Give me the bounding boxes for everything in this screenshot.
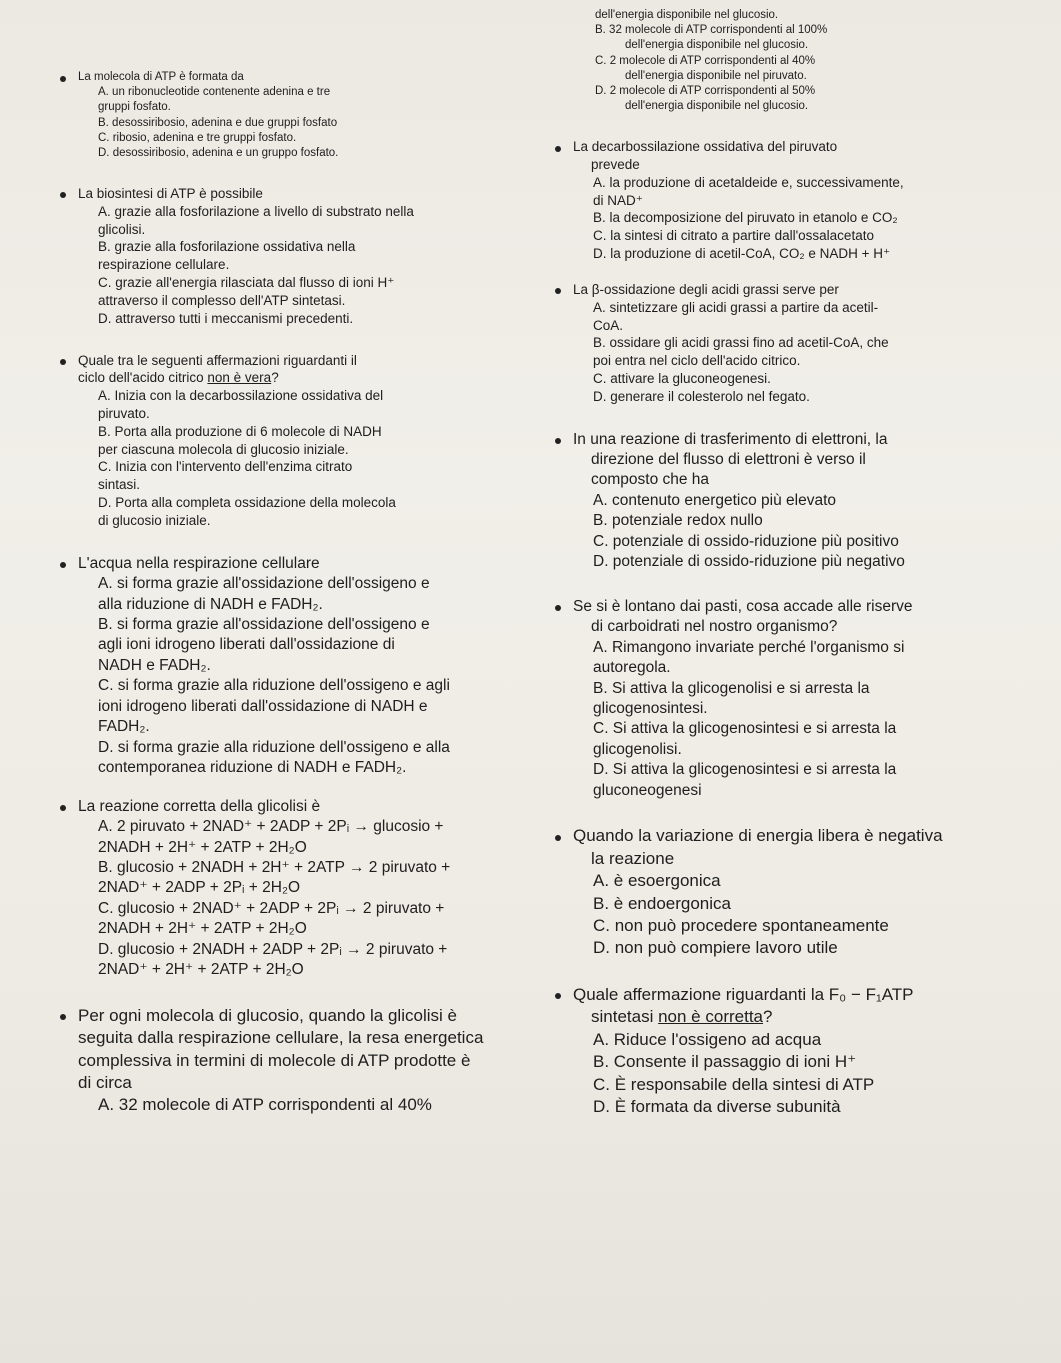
option-c[interactable]: C. Inizia con l'intervento dell'enzima citrato	[98, 459, 353, 475]
question-stem: Per ogni molecola di glucosio, quando la glicolisi è	[50, 1005, 520, 1027]
question-stem: La biosintesi di ATP è possibile	[50, 185, 520, 203]
stem-part: sintetasi	[591, 1007, 659, 1027]
question-stem: L'acqua nella respirazione cellulare	[50, 554, 520, 574]
option-b[interactable]: B. si forma grazie all'ossidazione dell'ossigeno e	[98, 616, 430, 634]
option-a-cont: glicolisi.	[98, 221, 146, 237]
option-b-cont: NADH e FADH₂.	[98, 656, 211, 674]
option-d-cont: 2NAD⁺ + 2H⁺ + 2ATP + 2H₂O	[98, 961, 304, 979]
option-d[interactable]: D. non può compiere lavoro utile	[593, 938, 838, 958]
option-c-cont: ioni idrogeno liberati dall'ossidazione di NADH e	[98, 697, 428, 715]
option-d-cont: di glucosio iniziale.	[98, 512, 211, 528]
option-d[interactable]: D. Si attiva la glicogenosintesi e si arresta la	[593, 761, 897, 779]
option-c[interactable]: C. attivare la gluconeogenesi.	[593, 370, 771, 386]
option-c[interactable]: C. ribosio, adenina e tre gruppi fosfato.	[98, 131, 297, 144]
option-a-cont: piruvato.	[98, 405, 150, 421]
option-c-cont: 2NADH + 2H⁺ + 2ATP + 2H₂O	[98, 920, 307, 938]
option-b[interactable]: B. è endoergonica	[593, 893, 731, 913]
option-a-cont: autoregola.	[593, 659, 671, 677]
fragment-line: dell'energia disponibile nel glucosio.	[625, 39, 809, 52]
option-b[interactable]: B. Consente il passaggio di ioni H⁺	[593, 1052, 857, 1072]
option-a[interactable]: A. Inizia con la decarbossilazione ossidativa del	[98, 388, 384, 404]
option-c-cont: sintasi.	[98, 477, 141, 493]
top-fragment	[595, 8, 1045, 114]
option-b[interactable]: B. la decomposizione del piruvato in etanolo e CO₂	[593, 210, 898, 226]
option-b-cont: respirazione cellulare.	[98, 257, 230, 273]
option-d[interactable]: D. glucosio + 2NADH + 2ADP + 2Pᵢ → 2 piruvato +	[98, 940, 448, 958]
option-a-cont: di NAD⁺	[593, 192, 643, 208]
option-d[interactable]: D. generare il colesterolo nel fegato.	[593, 388, 810, 404]
option-c[interactable]: C. È responsabile della sintesi di ATP	[593, 1074, 875, 1094]
question-biosintesi-atp	[50, 185, 520, 328]
option-a[interactable]: A. Rimangono invariate perché l'organismo si	[593, 638, 905, 656]
option-a[interactable]: A. grazie alla fosforilazione a livello di substrato nella	[98, 203, 414, 219]
question-stem-continuation: la reazione	[591, 848, 675, 868]
option-b-cont: 2NAD⁺ + 2ADP + 2Pᵢ + 2H₂O	[98, 879, 301, 897]
fragment-line: dell'energia disponibile nel piruvato.	[625, 69, 807, 82]
question-atp-sintetasi	[545, 984, 1045, 1119]
fragment-line: dell'energia disponibile nel glucosio.	[625, 100, 809, 113]
fragment-line: dell'energia disponibile nel glucosio.	[595, 9, 779, 21]
question-stem-continuation: complessiva in termini di molecole di ATP prodotte è	[78, 1050, 471, 1070]
question-stem-continuation: di circa	[78, 1073, 132, 1093]
option-d-cont: contemporanea riduzione di NADH e FADH₂.	[98, 759, 407, 777]
question-stem-continuation: seguita dalla respirazione cellulare, la resa energetica	[78, 1028, 484, 1048]
option-a-cont: gruppi fosfato.	[98, 101, 171, 114]
stem-emphasis: non è corretta	[658, 1007, 763, 1027]
left-column	[50, 70, 520, 1127]
option-b[interactable]: B. desossiribosio, adenina e due gruppi fosfato	[98, 116, 338, 129]
question-trasferimento-elettroni	[545, 430, 1045, 573]
option-c[interactable]: C. potenziale di ossido-riduzione più positivo	[593, 532, 899, 550]
option-a[interactable]: A. 2 piruvato + 2NAD⁺ + 2ADP + 2Pᵢ → glucosio +	[98, 818, 444, 836]
stem-part: ciclo dell'acido citrico	[78, 370, 208, 386]
question-stem: La reazione corretta della glicolisi è	[50, 797, 520, 817]
option-d[interactable]: D. È formata da diverse subunità	[593, 1097, 841, 1117]
option-c[interactable]: C. grazie all'energia rilasciata dal flusso di ioni H⁺	[98, 275, 395, 291]
question-acqua-respirazione	[50, 554, 520, 779]
option-b[interactable]: B. potenziale redox nullo	[593, 512, 763, 530]
option-c[interactable]: C. la sintesi di citrato a partire dall'ossalacetato	[593, 228, 874, 244]
question-decarbossilazione	[545, 138, 1045, 263]
question-stem: Quale tra le seguenti affermazioni riguardanti il	[50, 352, 520, 370]
question-stem-continuation	[545, 1006, 1045, 1028]
question-stem: Quando la variazione di energia libera è negativa	[545, 825, 1045, 847]
question-riserve-carboidrati	[545, 597, 1045, 802]
stem-part: ?	[763, 1007, 773, 1027]
option-c[interactable]: C. Si attiva la glicogenosintesi e si arresta la	[593, 720, 897, 738]
option-a[interactable]: A. sintetizzare gli acidi grassi a partire da acetil-	[593, 299, 879, 315]
stem-part: ?	[271, 370, 279, 386]
option-c[interactable]: C. non può procedere spontaneamente	[593, 916, 889, 936]
option-d[interactable]: D. desossiribosio, adenina e un gruppo fosfato.	[98, 146, 339, 159]
question-stem: In una reazione di trasferimento di elettroni, la	[545, 430, 1045, 450]
option-b[interactable]: B. Si attiva la glicogenolisi e si arresta la	[593, 679, 870, 697]
question-stem-continuation: di carboidrati nel nostro organismo?	[591, 618, 838, 636]
question-glicolisi-reazione	[50, 797, 520, 981]
option-d[interactable]: D. Porta alla completa ossidazione della molecola	[98, 495, 396, 511]
option-b-cont: agli ioni idrogeno liberati dall'ossidazione di	[98, 636, 395, 654]
option-d-cont: gluconeogenesi	[593, 781, 702, 799]
option-a-cont: 2NADH + 2H⁺ + 2ATP + 2H₂O	[98, 838, 307, 856]
question-beta-ossidazione	[545, 281, 1045, 406]
option-c-cont: glicogenolisi.	[593, 740, 682, 758]
option-c-cont: FADH₂.	[98, 718, 150, 736]
question-ciclo-citrico	[50, 352, 520, 530]
question-atp-struttura	[50, 70, 520, 161]
option-b-cont: per ciascuna molecola di glucosio iniziale.	[98, 441, 349, 457]
option-a[interactable]: A. Riduce l'ossigeno ad acqua	[593, 1029, 822, 1049]
option-b[interactable]: B. Porta alla produzione di 6 molecole di NADH	[98, 423, 382, 439]
option-c[interactable]: C. si forma grazie alla riduzione dell'ossigeno e agli	[98, 677, 450, 695]
option-b-cont: glicogenosintesi.	[593, 700, 708, 718]
question-stem: La molecola di ATP è formata da	[50, 70, 520, 85]
question-energia-libera	[545, 825, 1045, 960]
option-a[interactable]: A. si forma grazie all'ossidazione dell'ossigeno e	[98, 575, 430, 593]
question-stem-continuation: composto che ha	[591, 471, 710, 489]
question-stem-continuation: direzione del flusso di elettroni è verso il	[591, 451, 866, 469]
question-stem: La β-ossidazione degli acidi grassi serve per	[545, 281, 1045, 299]
fragment-line: B. 32 molecole di ATP corrispondenti al 100%	[595, 24, 828, 37]
option-a-cont: CoA.	[593, 317, 624, 333]
question-stem-continuation: prevede	[591, 157, 640, 173]
option-a[interactable]: A. contenuto energetico più elevato	[593, 491, 837, 509]
option-d[interactable]: D. potenziale di ossido-riduzione più negativo	[593, 553, 905, 571]
right-column	[545, 8, 1045, 1129]
option-b-cont: poi entra nel ciclo dell'acido citrico.	[593, 353, 801, 369]
fragment-line: C. 2 molecole di ATP corrispondenti al 40%	[595, 54, 816, 67]
fragment-line: D. 2 molecole di ATP corrispondenti al 50%	[595, 84, 816, 97]
question-resa-energetica	[50, 1005, 520, 1117]
option-c[interactable]: C. glucosio + 2NAD⁺ + 2ADP + 2Pᵢ → 2 piruvato +	[98, 899, 445, 917]
question-stem-continuation	[50, 369, 520, 387]
option-a[interactable]: A. un ribonucleotide contenente adenina e tre	[98, 86, 331, 99]
option-c-cont: attraverso il complesso dell'ATP sintetasi.	[98, 292, 346, 308]
option-b[interactable]: B. glucosio + 2NADH + 2H⁺ + 2ATP → 2 piruvato +	[98, 859, 451, 876]
question-stem: La decarbossilazione ossidativa del piruvato	[545, 138, 1045, 156]
option-a[interactable]: A. è esoergonica	[593, 871, 721, 891]
option-d[interactable]: D. si forma grazie alla riduzione dell'ossigeno e alla	[98, 738, 450, 756]
question-stem: Se si è lontano dai pasti, cosa accade alle riserve	[545, 597, 1045, 617]
option-b[interactable]: B. grazie alla fosforilazione ossidativa nella	[98, 239, 356, 255]
option-a[interactable]: A. la produzione di acetaldeide e, successivamente,	[593, 174, 904, 190]
question-stem: Quale affermazione riguardanti la F₀ − F₁ATP	[545, 984, 1045, 1006]
option-d[interactable]: D. attraverso tutti i meccanismi precedenti.	[98, 310, 354, 326]
option-a-cont: alla riduzione di NADH e FADH₂.	[98, 595, 323, 613]
option-d[interactable]: D. la produzione di acetil-CoA, CO₂ e NADH + H⁺	[593, 246, 891, 262]
option-a[interactable]: A. 32 molecole di ATP corrispondenti al 40%	[98, 1095, 432, 1115]
option-b[interactable]: B. ossidare gli acidi grassi fino ad acetil-CoA, che	[593, 335, 889, 351]
stem-emphasis: non è vera	[207, 370, 272, 386]
